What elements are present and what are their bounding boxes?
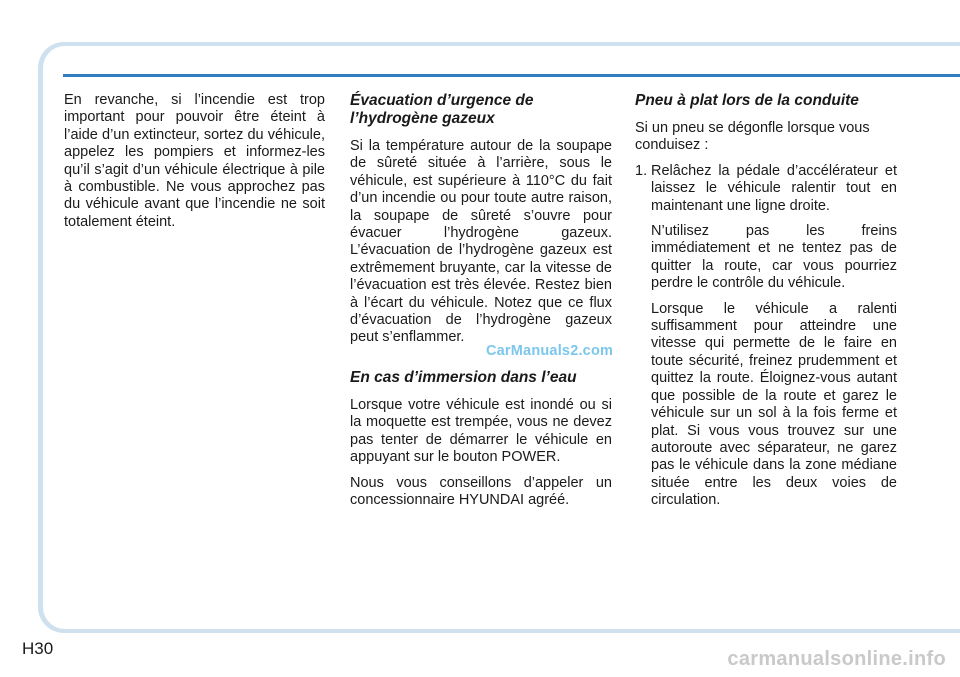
column-1 <box>64 92 325 239</box>
step-1-paragraph-2: Lorsque le véhicule a ralenti suffisamment pour atteindre une vitesse qui permette de le faire en toute sécurité, freinez prudemment et quittez la route. Éloignez-vous autant que possible de la route et garez le véhicule sur un sol à la fois ferme et plat. Si vous vous trouvez sur une autoroute avec séparateur, ne garez pas le véhicule dans la zone médiane située entre les deux voies de circulation. <box>651 300 897 509</box>
immersion-paragraph-1: Lorsque votre véhicule est inondé ou si la moquette est trempée, vous ne devez pas tenter de démarrer le véhicule en appuyant sur le bouton POWER. <box>350 396 612 466</box>
hydrogen-evacuation-paragraph: Si la température autour de la soupape de sûreté située à l’arrière, sous le véhicule, est supérieure à 110°C du fait d’un incendie ou pour toute autre raison, la soupape de sûreté s’ouvre pour évacuer l’hydrogène gazeux. L’évacuation de l’hydrogène gazeux est extrêmement bruyante, car la vitesse de l’évacuation est très élevée. Restez bien à l’écart du véhicule. Notez que ce flux d’évacuation de l’hydrogène gazeux peut s’enflammer. <box>350 138 612 346</box>
site-watermark: CarManuals2.com <box>486 343 614 359</box>
flat-tire-lead: Si un pneu se dégonfle lorsque vous conduisez : <box>635 120 870 154</box>
immersion-paragraph-2: Nous vous conseillons d’appeler un concessionnaire HYUNDAI agréé. <box>350 474 612 508</box>
page-number: H30 <box>22 639 54 658</box>
fire-paragraph: En revanche, si l’incendie est trop important pour pouvoir être éteint à l’aide d’un extincteur, sortez du véhicule, appelez les pompiers et informez-les qu’il s’agit d’un véhicule électrique à pile à combustible. Ne vous approchez pas du véhicule avant que l’incendie ne soit totalement éteint. <box>64 92 325 230</box>
step-1-text: Relâchez la pédale d’accélérateur et laissez le véhicule ralentir tout en maintenant une ligne droite. <box>651 162 897 214</box>
header-rule <box>63 74 960 77</box>
hydrogen-evacuation-title: Évacuation d’urgence de l’hydrogène gazeux <box>350 92 534 127</box>
step-1-number: 1. <box>635 162 648 179</box>
flat-tire-title: Pneu à plat lors de la conduite <box>635 92 859 109</box>
column-3 <box>635 92 897 518</box>
step-1 <box>635 163 897 215</box>
immersion-title: En cas d’immersion dans l’eau <box>350 368 577 386</box>
bottom-watermark: carmanualsonline.info <box>727 648 946 670</box>
step-1-paragraph-1: N’utilisez pas les freins immédiatement et ne tentez pas de quitter la route, car vous pourriez perdre le contrôle du véhicule. <box>651 223 897 292</box>
column-2 <box>350 92 612 517</box>
